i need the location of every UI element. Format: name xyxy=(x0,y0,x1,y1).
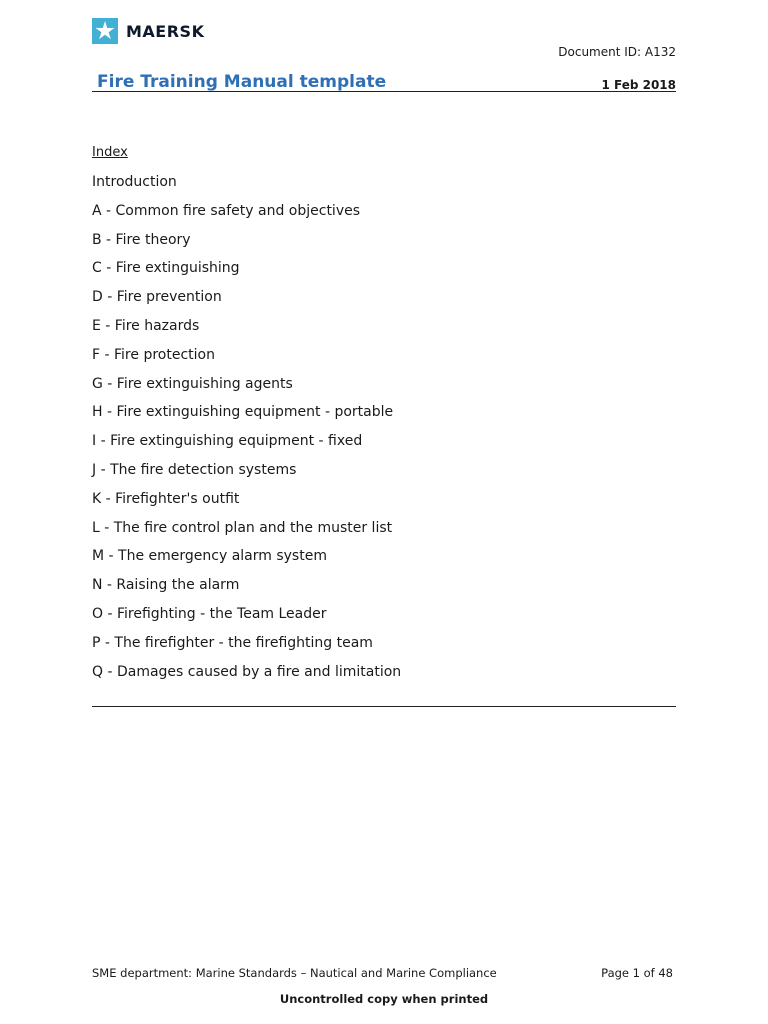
document-date: 1 Feb 2018 xyxy=(601,78,676,92)
index-item: K - Firefighter's outfit xyxy=(92,490,240,507)
index-item: L - The fire control plan and the muster list xyxy=(92,519,393,536)
logo-wordmark: MAERSK xyxy=(126,21,205,41)
content-divider xyxy=(92,706,676,707)
index-item: A - Common fire safety and objectives xyxy=(92,202,361,219)
index-item: J - The fire detection systems xyxy=(92,461,297,478)
index-item: G - Fire extinguishing agents xyxy=(92,375,293,392)
index-item: E - Fire hazards xyxy=(92,317,200,334)
index-item: H - Fire extinguishing equipment - portable xyxy=(92,404,394,421)
index-item: D - Fire prevention xyxy=(92,289,222,306)
index-item: Q - Damages caused by a fire and limitation xyxy=(92,663,402,680)
index-item: M - The emergency alarm system xyxy=(92,548,327,565)
index-item: O - Firefighting - the Team Leader xyxy=(92,605,327,622)
document-title: Fire Training Manual template xyxy=(97,72,387,92)
index-heading: Index xyxy=(92,145,128,160)
index-item: C - Fire extinguishing xyxy=(92,260,240,277)
page-number: Page 1 of 48 xyxy=(601,966,673,980)
header-divider xyxy=(92,91,676,92)
index-item: N - Raising the alarm xyxy=(92,577,240,594)
document-id: Document ID: A132 xyxy=(558,45,676,59)
index-item: B - Fire theory xyxy=(92,231,191,248)
index-item: I - Fire extinguishing equipment - fixed xyxy=(92,433,363,450)
index-item: Introduction xyxy=(92,174,177,190)
maersk-star-icon xyxy=(92,18,118,44)
maersk-logo xyxy=(92,18,204,44)
index-item: P - The firefighter - the firefighting team xyxy=(92,634,373,651)
uncontrolled-copy-note: Uncontrolled copy when printed xyxy=(279,992,489,1006)
index-list xyxy=(92,172,401,690)
footer-department: SME department: Marine Standards – Nautical and Marine Compliance xyxy=(92,966,497,980)
index-item: F - Fire protection xyxy=(92,346,215,363)
